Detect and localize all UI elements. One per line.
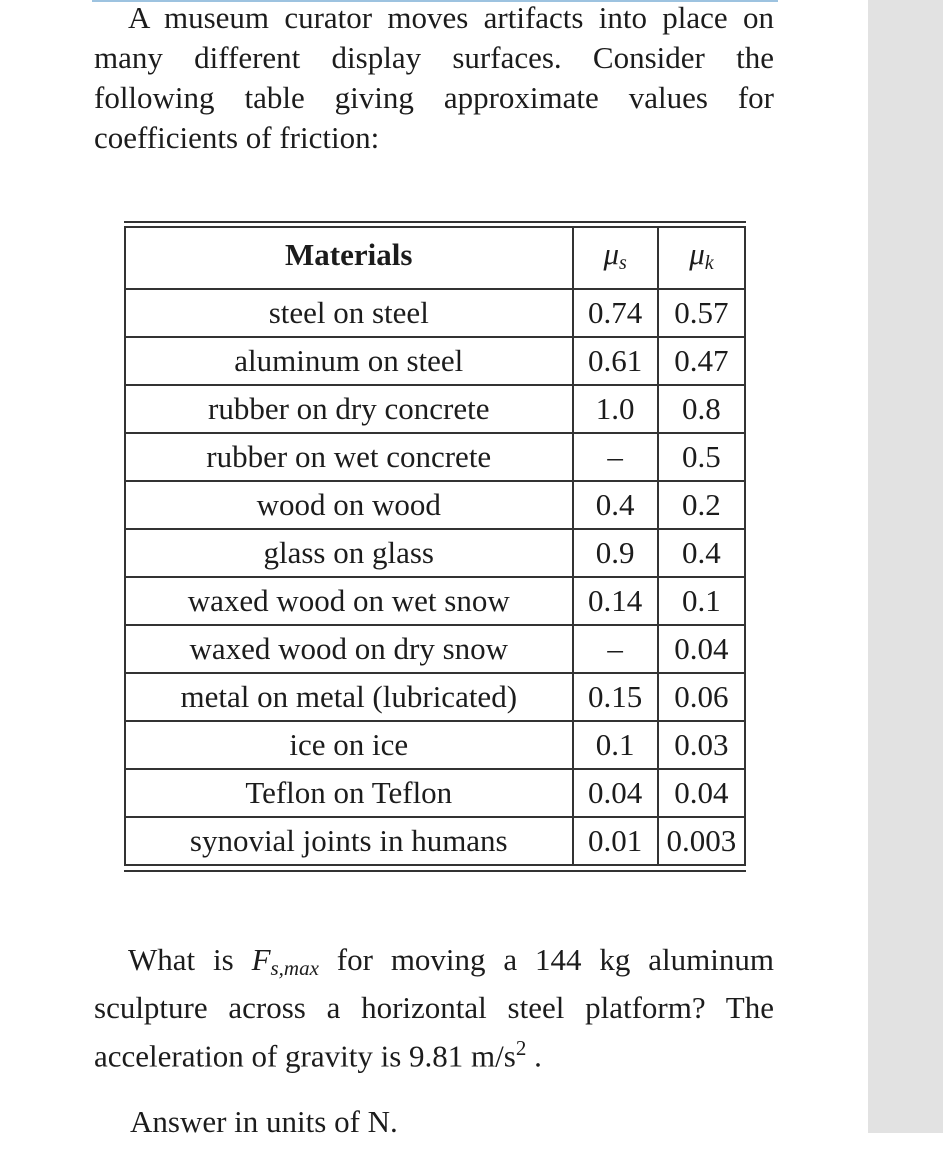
table-row	[125, 721, 745, 769]
header-materials: Materials	[125, 227, 573, 289]
table-cell-mu-s: 0.9	[573, 529, 658, 577]
header-mu-s	[573, 227, 658, 289]
mu-s-symbol: μ	[603, 235, 620, 271]
friction-table-wrapper	[124, 226, 746, 866]
table-row	[125, 289, 745, 337]
table-cell-mu-s: 0.1	[573, 721, 658, 769]
mu-k-symbol: μ	[689, 235, 705, 271]
table-row	[125, 673, 745, 721]
table-cell-mu-k: 0.4	[658, 529, 745, 577]
force-symbol	[251, 942, 319, 980]
table-cell-material: aluminum on steel	[125, 337, 573, 385]
table-cell-mu-s: 0.14	[573, 577, 658, 625]
table-header-row	[125, 227, 745, 289]
table-cell-material: Teflon on Teflon	[125, 769, 573, 817]
table-row	[125, 817, 745, 865]
friction-table	[124, 226, 746, 866]
table-cell-material: synovial joints in humans	[125, 817, 573, 865]
table-cell-mu-s: 0.74	[573, 289, 658, 337]
table-row	[125, 481, 745, 529]
mu-s-subscript: s	[619, 251, 627, 274]
table-cell-material: waxed wood on wet snow	[125, 577, 573, 625]
table-cell-mu-s: 0.4	[573, 481, 658, 529]
table-cell-mu-k: 0.57	[658, 289, 745, 337]
table-row	[125, 769, 745, 817]
table-cell-mu-k: 0.47	[658, 337, 745, 385]
force-symbol-subscript: s,max	[270, 956, 319, 980]
intro-paragraph	[94, 0, 774, 158]
table-cell-material: wood on wood	[125, 481, 573, 529]
table-cell-material: rubber on wet concrete	[125, 433, 573, 481]
table-row	[125, 625, 745, 673]
mu-k-subscript: k	[704, 251, 714, 274]
table-cell-material: rubber on dry concrete	[125, 385, 573, 433]
table-cell-mu-k: 0.04	[658, 769, 745, 817]
force-symbol-letter: F	[251, 942, 271, 977]
question-paragraph	[94, 940, 774, 1076]
table-cell-material: waxed wood on dry snow	[125, 625, 573, 673]
table-cell-mu-s: –	[573, 625, 658, 673]
table-cell-mu-k: 0.06	[658, 673, 745, 721]
table-cell-mu-s: –	[573, 433, 658, 481]
table-cell-mu-k: 0.1	[658, 577, 745, 625]
table-cell-mu-k: 0.04	[658, 625, 745, 673]
table-row	[125, 433, 745, 481]
header-mu-k	[658, 227, 745, 289]
table-cell-material: steel on steel	[125, 289, 573, 337]
table-cell-mu-k: 0.8	[658, 385, 745, 433]
table-cell-mu-k: 0.03	[658, 721, 745, 769]
table-cell-mu-k: 0.5	[658, 433, 745, 481]
table-cell-material: glass on glass	[125, 529, 573, 577]
answer-instruction: Answer in units of N.	[130, 1104, 398, 1139]
table-bottom-rule	[124, 870, 746, 872]
table-top-rule	[124, 221, 746, 223]
table-cell-mu-s: 0.61	[573, 337, 658, 385]
right-gray-panel	[868, 0, 943, 1133]
table-cell-mu-s: 1.0	[573, 385, 658, 433]
table-cell-mu-s: 0.04	[573, 769, 658, 817]
table-row	[125, 577, 745, 625]
question-text: for moving a 144 kg aluminum sculpture across a horizontal steel platform? The acceleration of gravity is 9.81 m/s	[94, 942, 775, 1074]
table-cell-mu-s: 0.15	[573, 673, 658, 721]
table-cell-material: ice on ice	[125, 721, 573, 769]
table-row	[125, 529, 745, 577]
table-cell-material: metal on metal (lubricated)	[125, 673, 573, 721]
question-prefix: What is	[128, 942, 234, 977]
gravity-exponent: 2	[515, 1036, 527, 1060]
table-body	[125, 289, 745, 865]
intro-text: A museum curator moves artifacts into place on many different display surfaces. Consider the following table giving approximate values for coefficients of friction:	[94, 0, 774, 155]
table-row	[125, 337, 745, 385]
table-cell-mu-s: 0.01	[573, 817, 658, 865]
question-suffix: .	[534, 1038, 542, 1074]
table-cell-mu-k: 0.2	[658, 481, 745, 529]
table-row	[125, 385, 745, 433]
table-cell-mu-k: 0.003	[658, 817, 745, 865]
